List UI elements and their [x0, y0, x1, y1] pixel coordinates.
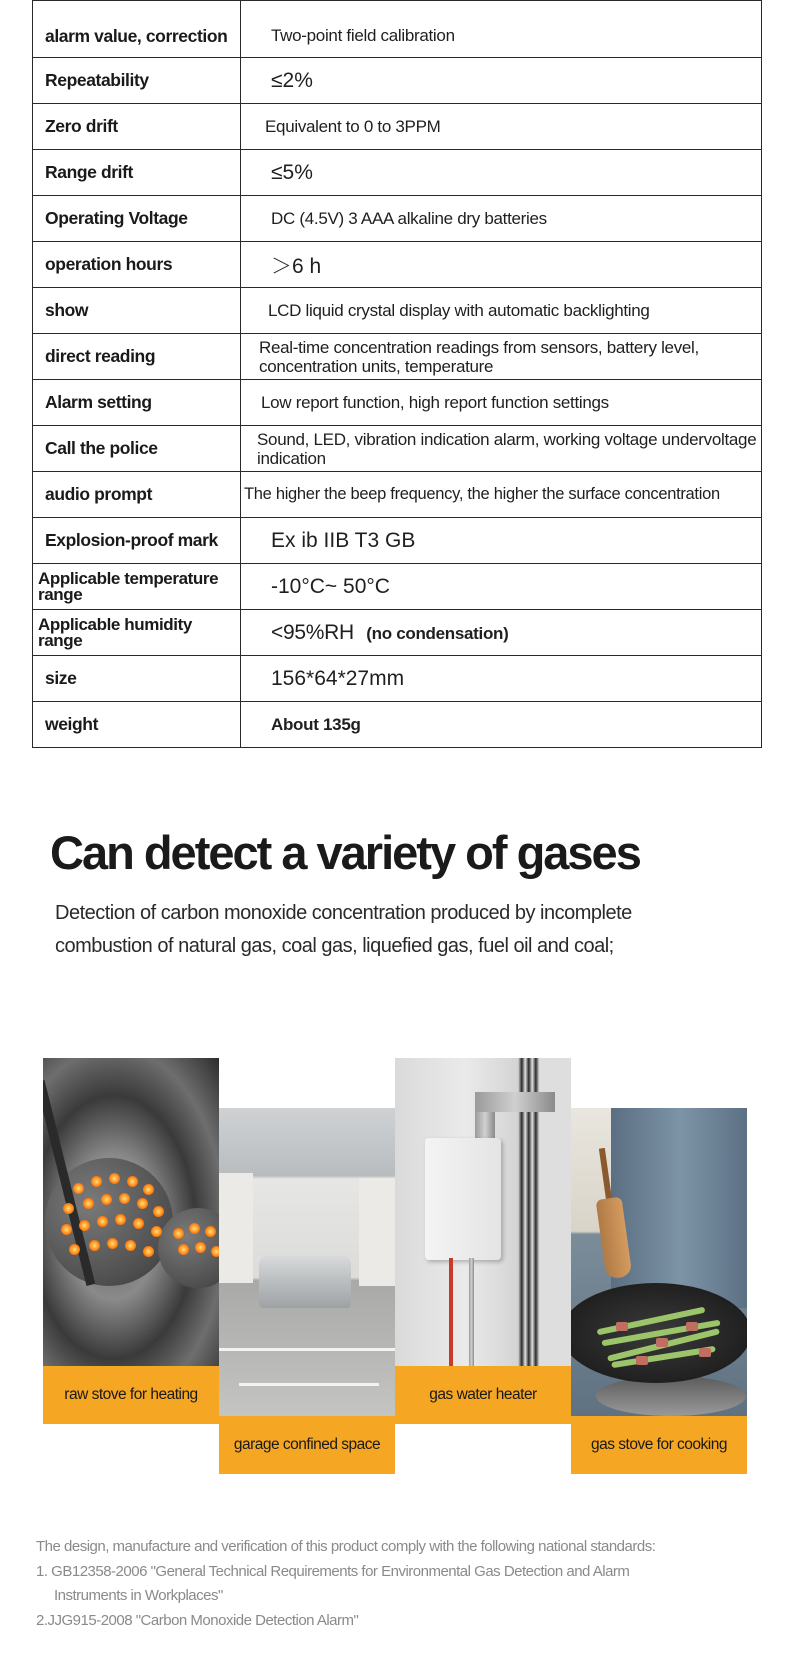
- garage-photo: [219, 1108, 395, 1416]
- tile-cooking: [571, 1108, 747, 1474]
- gas-pipe: [449, 1258, 453, 1366]
- spec-value: Ex ib IIB T3 GB: [241, 518, 762, 564]
- spec-value: 156*64*27mm: [241, 656, 762, 702]
- spec-value-cell: [241, 610, 762, 656]
- spec-label: Explosion-proof mark: [33, 518, 241, 564]
- spec-row: [33, 472, 762, 518]
- standards-item-continued: Instruments in Workplaces": [54, 1587, 223, 1604]
- tile-caption: raw stove for heating: [43, 1366, 219, 1424]
- spec-label: Operating Voltage: [33, 196, 241, 242]
- spec-row: [33, 656, 762, 702]
- spec-row: [33, 58, 762, 104]
- standards-item: 1. GB12358-2006 "General Technical Requirements for Environmental Gas Detection and Alarm: [36, 1562, 630, 1580]
- parked-car: [259, 1256, 351, 1308]
- section-title: Can detect a variety of gases: [50, 826, 640, 879]
- spec-row: [33, 564, 762, 610]
- spec-row: [33, 334, 762, 380]
- spec-label: size: [33, 656, 241, 702]
- standards-footnote: [36, 1535, 766, 1633]
- spec-label: alarm value, correction: [33, 1, 241, 58]
- spec-row: [33, 242, 762, 288]
- spec-label: Applicable temperature range: [33, 564, 241, 610]
- spec-label: Repeatability: [33, 58, 241, 104]
- tile-garage: [219, 1108, 395, 1474]
- spec-row: [33, 150, 762, 196]
- spec-row: [33, 426, 762, 472]
- standards-item: 2.JJG915-2008 "Carbon Monoxide Detection Alarm": [36, 1611, 359, 1629]
- garage-pillar: [219, 1173, 253, 1283]
- spec-value-note: (no condensation): [366, 623, 509, 643]
- cooking-photo: [571, 1108, 747, 1416]
- spec-row: [33, 1, 762, 58]
- spec-value: Sound, LED, vibration indication alarm, working voltage undervoltage indication: [241, 426, 762, 472]
- spec-value: Equivalent to 0 to 3PPM: [241, 104, 762, 150]
- section-description: Detection of carbon monoxide concentration produced by incomplete combustion of natural gas, coal gas, liquefied gas, fuel oil and coal;: [55, 902, 632, 957]
- spec-value: LCD liquid crystal display with automatic backlighting: [241, 288, 762, 334]
- spec-value: Low report function, high report function settings: [241, 380, 762, 426]
- spec-table: [32, 0, 762, 748]
- stove-photo: [43, 1058, 219, 1366]
- spec-value: Real-time concentration readings from sensors, battery level, concentration units, temperature: [241, 334, 762, 380]
- spec-label: show: [33, 288, 241, 334]
- spec-label: operation hours: [33, 242, 241, 288]
- tile-caption: garage confined space: [219, 1416, 395, 1474]
- spec-label: Range drift: [33, 150, 241, 196]
- spec-value: <95%RH: [271, 620, 354, 644]
- spec-value: -10°C~ 50°C: [241, 564, 762, 610]
- spec-label: Call the police: [33, 426, 241, 472]
- floor-line: [239, 1383, 379, 1386]
- spec-row: [33, 610, 762, 656]
- water-heater-photo: [395, 1058, 571, 1366]
- tile-raw-stove: [43, 1058, 219, 1424]
- spec-row: [33, 380, 762, 426]
- spec-value: DC (4.5V) 3 AAA alkaline dry batteries: [241, 196, 762, 242]
- spec-row: [33, 518, 762, 564]
- water-pipe: [469, 1258, 474, 1366]
- spec-value: ＞6 h: [241, 242, 762, 288]
- spec-row: [33, 104, 762, 150]
- spec-row: [33, 288, 762, 334]
- spec-value: ≤2%: [241, 58, 762, 104]
- garage-pillar: [359, 1178, 395, 1286]
- water-heater-unit: [425, 1138, 501, 1260]
- apron: [611, 1108, 747, 1308]
- spec-label: Applicable humidity range: [33, 610, 241, 656]
- spec-label: weight: [33, 702, 241, 748]
- spec-label: Alarm setting: [33, 380, 241, 426]
- tile-caption: gas stove for cooking: [571, 1416, 747, 1474]
- spec-label: direct reading: [33, 334, 241, 380]
- tile-caption: gas water heater: [395, 1366, 571, 1424]
- spec-value: About 135g: [241, 702, 762, 748]
- spec-label: audio prompt: [33, 472, 241, 518]
- spec-value: ≤5%: [241, 150, 762, 196]
- spec-label: Zero drift: [33, 104, 241, 150]
- spec-value: The higher the beep frequency, the higher the surface concentration: [241, 472, 762, 518]
- standards-intro: The design, manufacture and verification of this product comply with the following national standards:: [36, 1538, 656, 1555]
- spec-row: [33, 702, 762, 748]
- spec-value: Two-point field calibration: [241, 1, 762, 58]
- floor-line: [219, 1348, 395, 1351]
- spec-row: [33, 196, 762, 242]
- tile-water-heater: [395, 1058, 571, 1424]
- exhaust-pipe: [475, 1092, 555, 1112]
